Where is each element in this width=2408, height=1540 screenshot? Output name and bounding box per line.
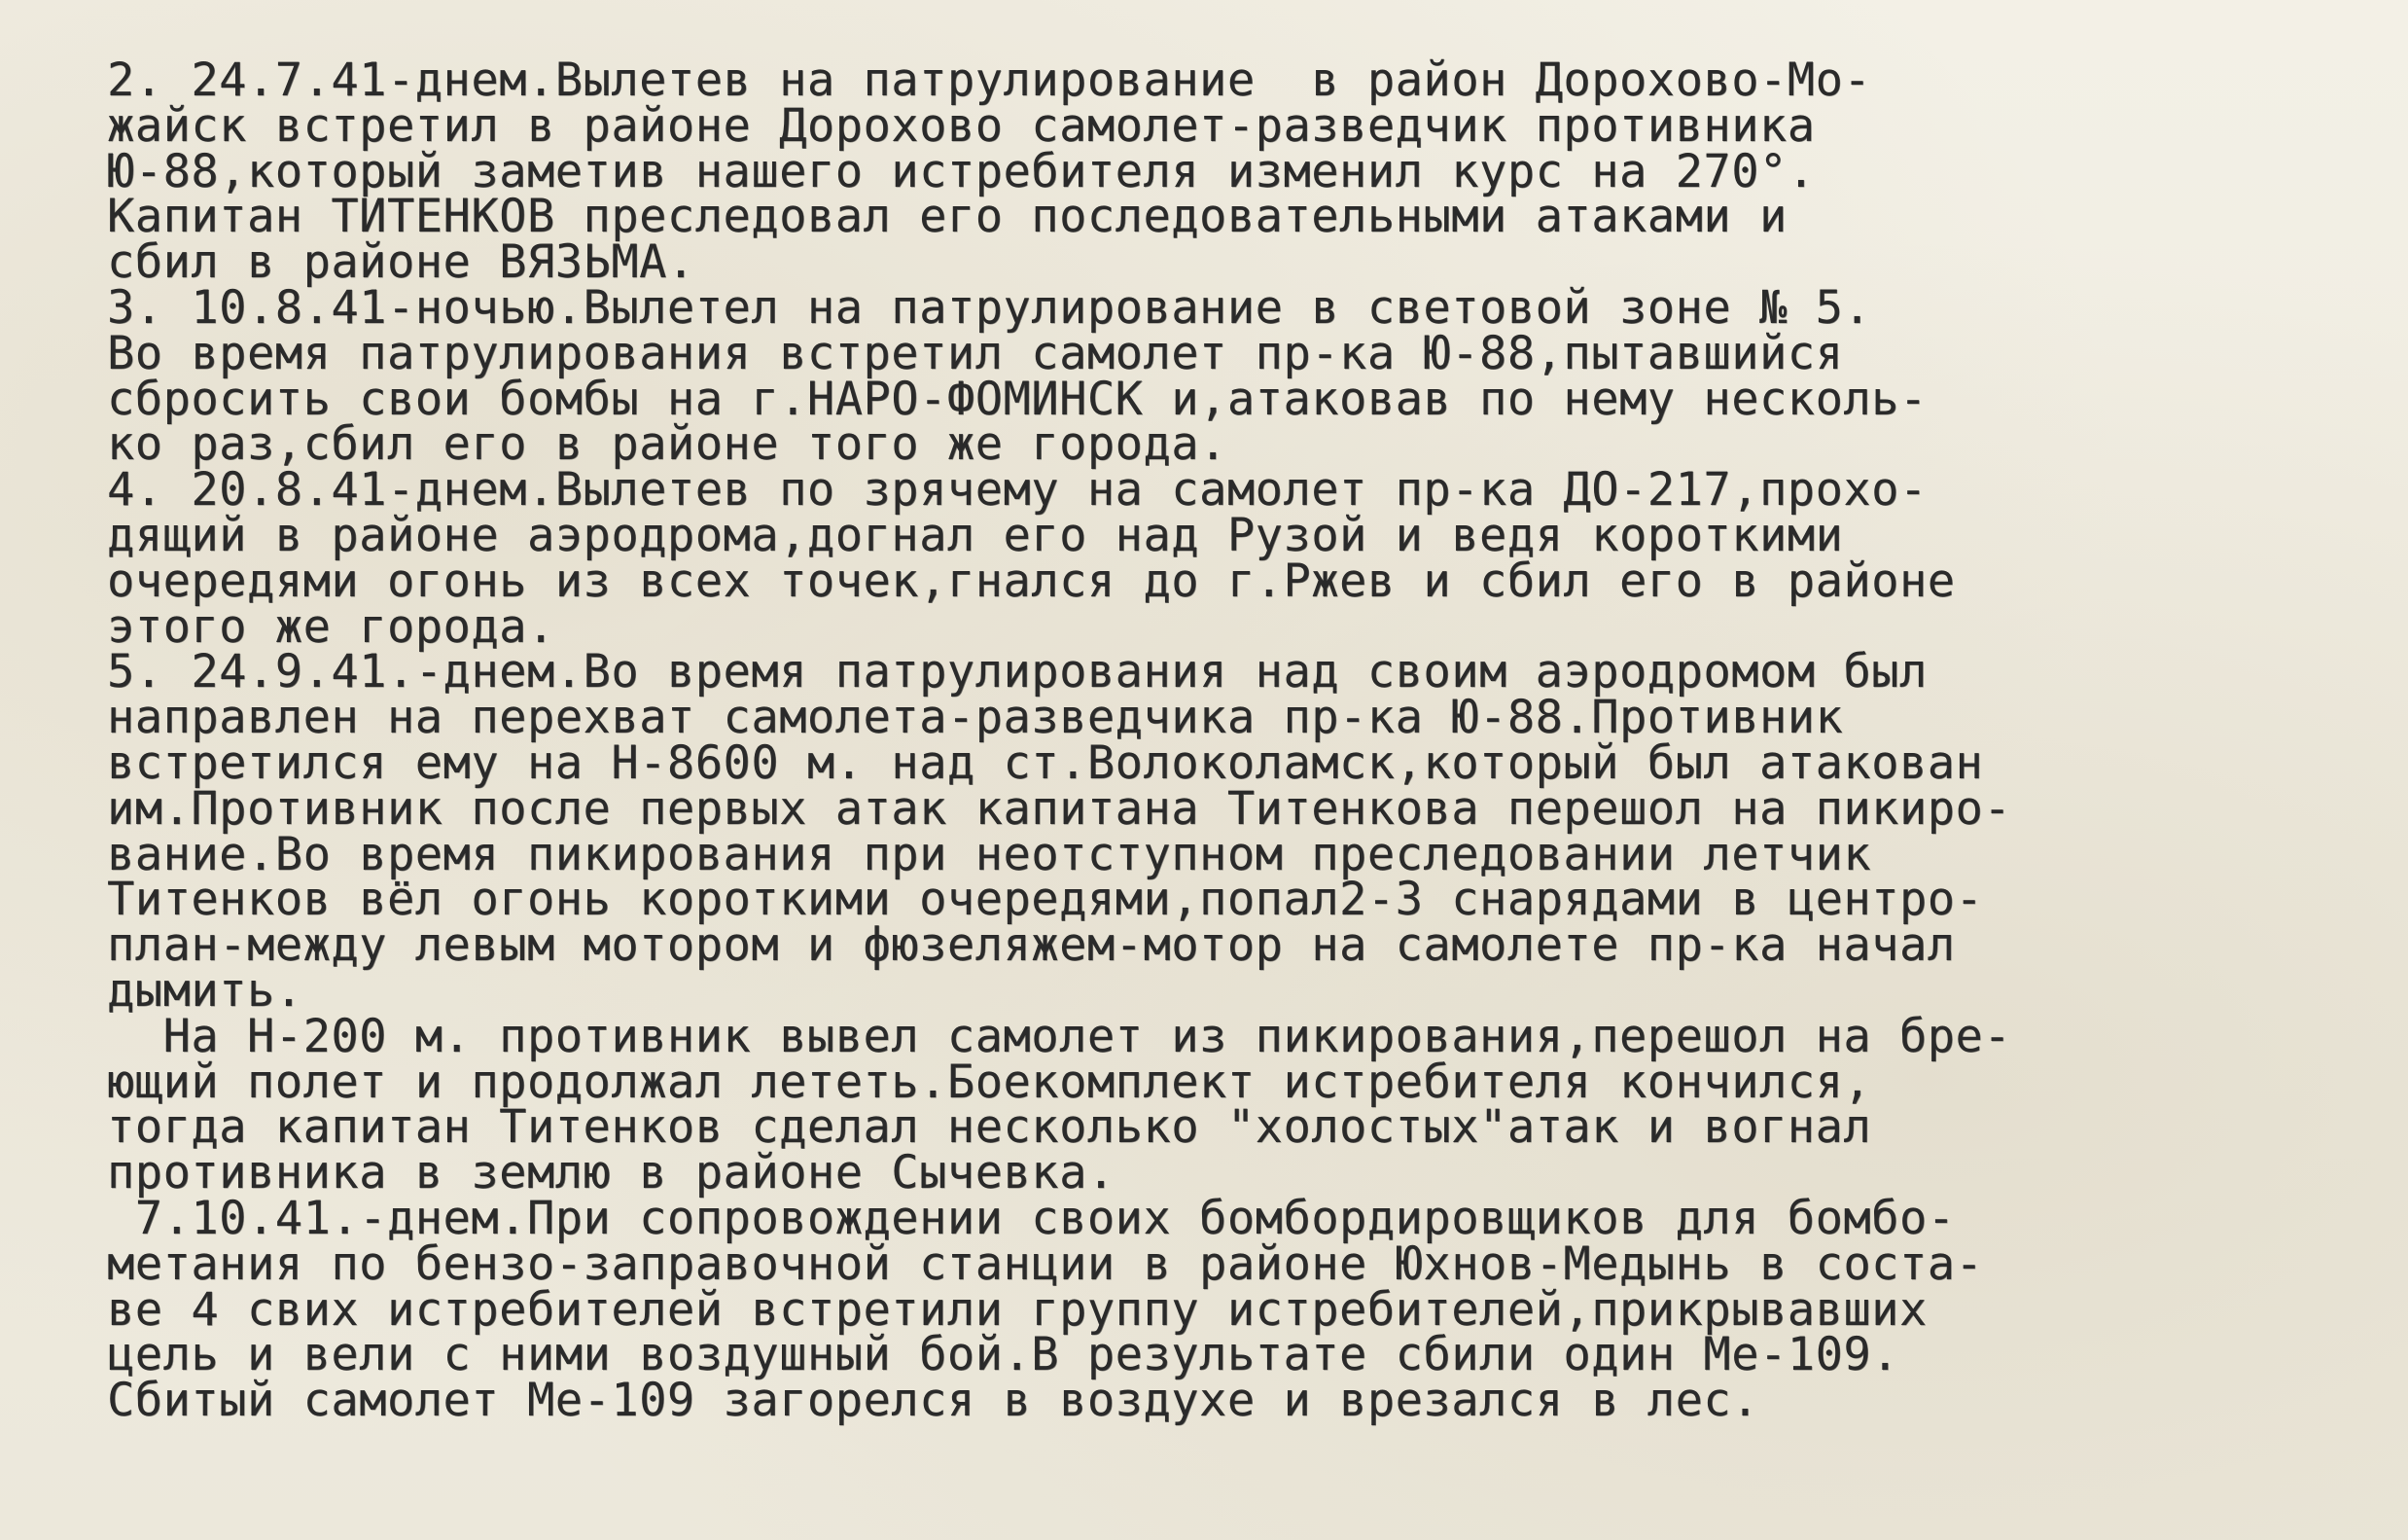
text-line-2: жайск встретил в районе Дорохово самолет-разведчик противника: [107, 98, 1816, 153]
text-line-24: тогда капитан Титенков сделал несколько "холостых"атак и вогнал: [107, 1100, 1872, 1155]
text-line-14: 5. 24.9.41.-днем.Во время патрулирования над своим аэродромом был: [107, 645, 1928, 699]
text-line-17: им.Противник после первых атак капитана Титенкова перешол на пикиро-: [107, 781, 2012, 836]
text-line-26: 7.10.41.-днем.При сопровождении своих бомбордировщиков для бомбо-: [107, 1191, 1956, 1245]
text-line-4: Капитан ТИТЕНКОВ преследовал его последовательными атаками и: [107, 190, 1788, 244]
text-line-10: 4. 20.8.41-днем.Вылетев по зрячему на самолет пр-ка ДО-217,прохо-: [107, 463, 1928, 518]
text-line-9: ко раз,сбил его в районе того же города.: [107, 417, 1227, 472]
text-line-20: план-между левым мотором и фюзеляжем-мотор на самолете пр-ка начал: [107, 918, 1956, 973]
text-line-5: сбил в районе ВЯЗЬМА.: [107, 235, 695, 290]
text-line-1: 2. 24.7.41-днем.Вылетев на патрулирование в район Дорохово-Мо-: [107, 54, 1872, 107]
text-line-25: противника в землю в районе Сычевка.: [107, 1146, 1115, 1200]
text-line-30: Сбитый самолет Ме-109 загорелся в воздухе и врезался в лес.: [107, 1374, 1759, 1428]
text-line-8: сбросить свои бомбы на г.НАРО-ФОМИНСК и,атаковав по нему несколь-: [107, 372, 1928, 426]
text-line-7: Во время патрулирования встретил самолет пр-ка Ю-88,пытавшийся: [107, 326, 1844, 380]
text-line-6: 3. 10.8.41-ночью.Вылетел на патрулирование в световой зоне № 5.: [107, 280, 1872, 335]
text-line-21: дымить.: [107, 963, 303, 1018]
text-line-23: ющий полет и продолжал лететь.Боекомплект истребителя кончился,: [107, 1055, 1872, 1109]
text-line-13: этого же города.: [107, 599, 555, 654]
text-line-12: очередями огонь из всех точек,гнался до г.Ржев и сбил его в районе: [107, 554, 1956, 608]
text-line-16: встретился ему на Н-8600 м. над ст.Волоколамск,который был атакован: [107, 735, 1984, 790]
text-line-28: ве 4 свих истребителей встретили группу истребителей,прикрывавших: [107, 1282, 1928, 1337]
text-line-22: На Н-200 м. противник вывел самолет из пикирования,перешол на бре-: [107, 1009, 2012, 1063]
text-line-11: дящий в районе аэродрома,догнал его над Рузой и ведя короткими: [107, 508, 1844, 562]
text-line-3: Ю-88,который заметив нашего истребителя изменил курс на 270°.: [107, 144, 1816, 198]
text-line-27: метания по бензо-заправочной станции в районе Юхнов-Медынь в соста-: [107, 1236, 1984, 1291]
typewritten-text: [107, 54, 2363, 1428]
text-line-19: Титенков вёл огонь короткими очередями,попал2-3 снарядами в центро-: [107, 873, 1984, 927]
text-line-15: направлен на перехват самолета-разведчика пр-ка Ю-88.Противник: [107, 691, 1844, 745]
text-line-29: цель и вели с ними воздушный бой.В результате сбили один Ме-109.: [107, 1328, 1899, 1382]
text-line-18: вание.Во время пикирования при неотступном преследовании летчик: [107, 827, 1872, 881]
